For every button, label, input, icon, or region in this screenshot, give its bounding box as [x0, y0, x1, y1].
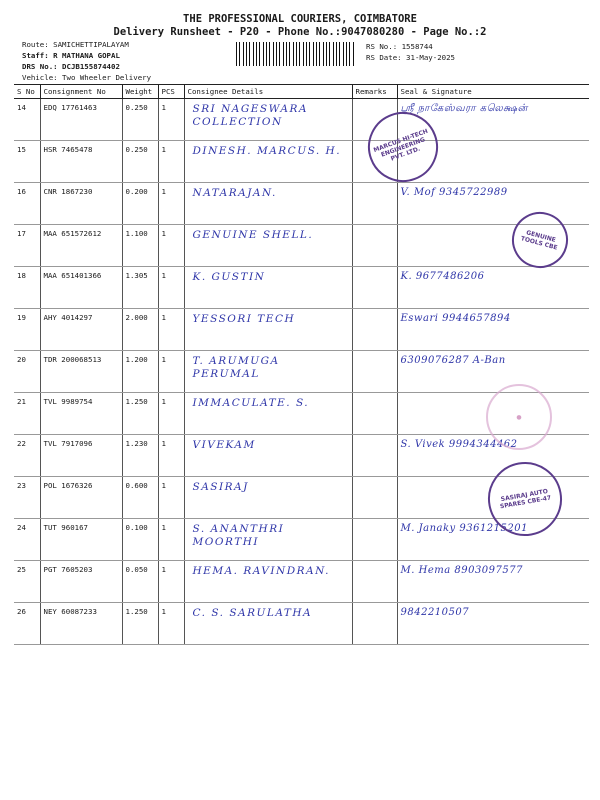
sno-cell: 21 — [14, 393, 40, 435]
remarks-cell — [352, 309, 397, 351]
weight-cell: 2.000 — [122, 309, 158, 351]
consignee-cell: DINESH. MARCUS. H. — [184, 141, 352, 183]
marcus-stamp-text: MARCUS HI-TECH ENGINEERING PVT. LTD. — [372, 127, 429, 163]
runsheet-title: THE PROFESSIONAL COURIERS, COIMBATORE — [183, 13, 417, 25]
remarks-cell — [352, 393, 397, 435]
signature-cell: S. Vivek 9994344462 — [397, 435, 589, 477]
consignee-cell: GENUINE SHELL. — [184, 225, 352, 267]
remarks-cell — [352, 225, 397, 267]
runsheet-table — [14, 84, 589, 645]
column-header-consignee: Consignee Details — [184, 85, 352, 99]
signature-cell: K. 9677486206 — [397, 267, 589, 309]
column-header-consignment: Consignment No — [40, 85, 122, 99]
pcs-cell: 1 — [158, 519, 184, 561]
signature-cell: 9842210507 — [397, 603, 589, 645]
sno-cell: 16 — [14, 183, 40, 225]
consignee-cell: VIVEKAM — [184, 435, 352, 477]
genuine-stamp-text: GENUINE TOOLS CBE — [520, 229, 559, 252]
consignee-cell: C. S. SARULATHA — [184, 603, 352, 645]
table-row — [14, 351, 589, 393]
table-row — [14, 267, 589, 309]
sno-cell: 17 — [14, 225, 40, 267]
weight-cell: 1.250 — [122, 603, 158, 645]
column-header-pcs: PCS — [158, 85, 184, 99]
drs-number-text: DRS No.: DCJB155874402 — [22, 62, 120, 71]
weight-cell: 1.200 — [122, 351, 158, 393]
consignee-cell: IMMACULATE. S. — [184, 393, 352, 435]
sno-cell: 15 — [14, 141, 40, 183]
pcs-cell: 1 — [158, 225, 184, 267]
weight-cell: 0.250 — [122, 99, 158, 141]
consignment-cell: TVL 9989754 — [40, 393, 122, 435]
pcs-cell: 1 — [158, 141, 184, 183]
consignment-cell: CNR 1867230 — [40, 183, 122, 225]
consignee-cell: NATARAJAN. — [184, 183, 352, 225]
consignment-cell: PGT 7605203 — [40, 561, 122, 603]
table-row — [14, 561, 589, 603]
sno-cell: 22 — [14, 435, 40, 477]
consignment-cell: MAA 651401366 — [40, 267, 122, 309]
remarks-cell — [352, 267, 397, 309]
weight-cell: 1.305 — [122, 267, 158, 309]
consignment-cell: POL 1676326 — [40, 477, 122, 519]
sno-cell: 25 — [14, 561, 40, 603]
table-row — [14, 183, 589, 225]
sno-cell: 19 — [14, 309, 40, 351]
sno-cell: 20 — [14, 351, 40, 393]
pcs-cell: 1 — [158, 99, 184, 141]
consignee-cell: SRI NAGESWARA COLLECTION — [184, 99, 352, 141]
column-header-remarks: Remarks — [352, 85, 397, 99]
table-row — [14, 309, 589, 351]
runsheet-subtitle: Delivery Runsheet - P20 - Phone No.:9047080280 - Page No.:2 — [113, 26, 487, 38]
signature-cell: M. Janaky 9361215201 — [397, 519, 589, 561]
pink-faded-stamp — [486, 384, 552, 450]
consignee-cell: S. ANANTHRI MOORTHI — [184, 519, 352, 561]
consignment-cell: HSR 7465478 — [40, 141, 122, 183]
weight-cell: 0.200 — [122, 183, 158, 225]
remarks-cell — [352, 561, 397, 603]
barcode-image — [236, 42, 354, 66]
rs-date-text: RS Date: 31-May-2025 — [366, 53, 455, 62]
signature-cell: 6309076287 A-Ban — [397, 351, 589, 393]
signature-cell: ஸ்ரீ நாகேஸ்வரா கலெக்ஷன் — [397, 99, 589, 141]
consignee-cell: T. ARUMUGA PERUMAL — [184, 351, 352, 393]
remarks-cell — [352, 603, 397, 645]
pcs-cell: 1 — [158, 435, 184, 477]
consignment-cell: TVL 7917096 — [40, 435, 122, 477]
sno-cell: 18 — [14, 267, 40, 309]
weight-cell: 1.250 — [122, 393, 158, 435]
pcs-cell: 1 — [158, 309, 184, 351]
consignment-cell: AHY 4014297 — [40, 309, 122, 351]
signature-cell: M. Hema 8903097577 — [397, 561, 589, 603]
signature-cell: V. Mof 9345722989 — [397, 183, 589, 225]
remarks-cell — [352, 183, 397, 225]
weight-cell: 0.600 — [122, 477, 158, 519]
pcs-cell: 1 — [158, 393, 184, 435]
consignment-cell: TUT 960167 — [40, 519, 122, 561]
consignment-cell: EDQ 17761463 — [40, 99, 122, 141]
weight-cell: 1.100 — [122, 225, 158, 267]
consignee-cell: HEMA. RAVINDRAN. — [184, 561, 352, 603]
remarks-cell — [352, 477, 397, 519]
sno-cell: 23 — [14, 477, 40, 519]
column-header-signature: Seal & Signature — [397, 85, 589, 99]
pcs-cell: 1 — [158, 603, 184, 645]
pcs-cell: 1 — [158, 477, 184, 519]
remarks-cell — [352, 351, 397, 393]
pcs-cell: 1 — [158, 267, 184, 309]
pcs-cell: 1 — [158, 183, 184, 225]
weight-cell: 0.100 — [122, 519, 158, 561]
sno-cell: 14 — [14, 99, 40, 141]
column-header-sno: S No — [14, 85, 40, 99]
consignee-cell: SASIRAJ — [184, 477, 352, 519]
pcs-cell: 1 — [158, 561, 184, 603]
table-row — [14, 225, 589, 267]
route-text: Route: SAMICHETTIPALAYAM — [22, 40, 129, 49]
sno-cell: 24 — [14, 519, 40, 561]
signature-cell: Eswari 9944657894 — [397, 309, 589, 351]
vehicle-text: Vehicle: Two Wheeler Delivery — [22, 73, 152, 82]
consignment-cell: NEY 60087233 — [40, 603, 122, 645]
remarks-cell — [352, 519, 397, 561]
table-header-row — [14, 85, 589, 99]
consignment-cell: MAA 651572612 — [40, 225, 122, 267]
table-row — [14, 99, 589, 141]
staff-text: Staff: R MATHANA GOPAL — [22, 51, 120, 60]
table-row — [14, 141, 589, 183]
consignment-cell: TDR 200068513 — [40, 351, 122, 393]
remarks-cell — [352, 435, 397, 477]
weight-cell: 0.050 — [122, 561, 158, 603]
column-header-weight: Weight — [122, 85, 158, 99]
consignee-cell: K. GUSTIN — [184, 267, 352, 309]
pcs-cell: 1 — [158, 351, 184, 393]
table-row — [14, 603, 589, 645]
consignee-cell: YESSORI TECH — [184, 309, 352, 351]
weight-cell: 1.230 — [122, 435, 158, 477]
weight-cell: 0.250 — [122, 141, 158, 183]
sno-cell: 26 — [14, 603, 40, 645]
sasiraj-stamp-text: SASIRAJ AUTO SPARES CBE-47 — [499, 487, 552, 511]
pink-stamp-mark: ● — [516, 413, 522, 421]
rs-number-text: RS No.: 1558744 — [366, 42, 433, 51]
